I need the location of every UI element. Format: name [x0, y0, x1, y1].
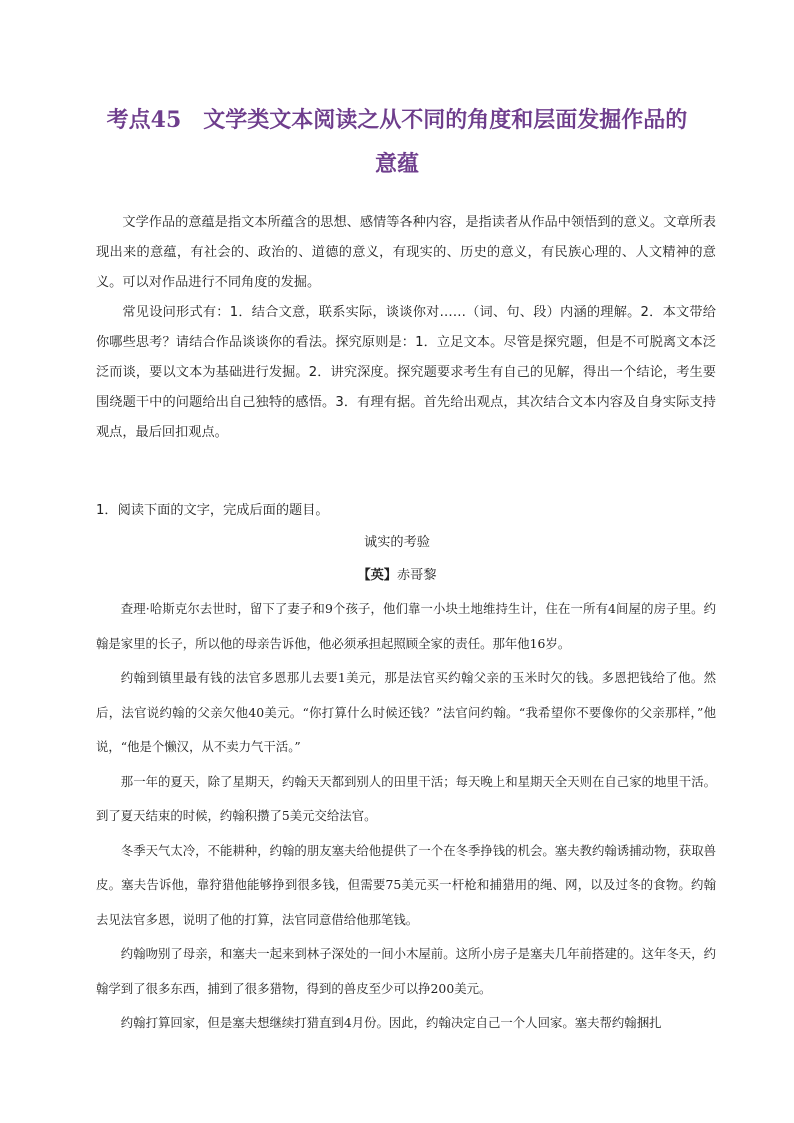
story-paragraph: 约翰吻别了母亲，和塞夫一起来到林子深处的一间小木屋前。这所小房子是塞夫几年前搭建的。这年冬天，约翰学到了很多东西，捕到了很多猎物，得到的兽皮至少可以挣200美元。 [96, 946, 716, 996]
story-paragraph: 那一年的夏天，除了星期天，约翰天天都到别人的田里干活；每天晚上和星期天全天则在自己家的地里干活。到了夏天结束的时候，约翰积攒了5美元交给法官。 [96, 773, 716, 823]
story-paragraph: 冬季天气太冷，不能耕种，约翰的朋友塞夫给他提供了一个在冬季挣钱的机会。塞夫教约翰诱捕动物，获取兽皮。塞夫告诉他，靠狩猎他能够挣到很多钱，但需要75美元买一杆枪和捕猎用的绳、网，以及过冬的食物。约翰去见法官多恩，说明了他的打算，法官同意借给他那笔钱。 [96, 842, 716, 927]
author-name: 赤哥黎 [397, 568, 437, 583]
title-main: 文学类文本阅读之从不同的角度和层面发掘作品的 [203, 107, 688, 133]
title-prefix: 考点45 [106, 107, 182, 133]
intro-section [96, 208, 716, 448]
title-line-2: 意蕴 [374, 151, 419, 177]
author-nation: 【英】 [357, 568, 397, 583]
intro-paragraph: 常见设问形式有：1．结合文意，联系实际，谈谈你对……（词、句、段）内涵的理解。2．本文带给你哪些思考？请结合作品谈谈你的看法。探究原则是：1．立足文本。尽管是探究题，但是不可脱离文本泛泛而谈，要以文本为基础进行发掘。2．讲究深度。探究题要求考生有自己的见解，得出一个结论，考生要围绕题干中的问题给出自己独特的感悟。3．有理有据。首先给出观点，其次结合文本内容及自身实际支持观点，最后回扣观点。 [96, 305, 716, 440]
story-author [60, 563, 734, 589]
story-title: 诚实的考验 [364, 535, 430, 550]
intro-paragraph: 文学作品的意蕴是指文本所蕴含的思想、感情等各种内容，是指读者从作品中领悟到的意义。文章所表现出来的意蕴，有社会的、政治的、道德的意义，有现实的、历史的意义，有民族心理的、人文精神的意义。可以对作品进行不同角度的发掘。 [96, 215, 716, 290]
story-paragraph: 约翰打算回家，但是塞夫想继续打猎直到4月份。因此，约翰决定自己一个人回家。塞夫帮约翰捆扎 [120, 1015, 662, 1030]
story-paragraph: 约翰到镇里最有钱的法官多恩那儿去要1美元，那是法官买约翰父亲的玉米时欠的钱。多恩把钱给了他。然后，法官说约翰的父亲欠他40美元。“你打算什么时候还钱？”法官问约翰。“我希望你不要像你的父亲那样，”他说，“他是个懒汉，从不卖力气干活。” [96, 670, 716, 754]
story-paragraph: 查理·哈斯克尔去世时，留下了妻子和9个孩子，他们靠一小块土地维持生计，住在一所有4间屋的房子里。约翰是家里的长子，所以他的母亲告诉他，他必须承担起照顾全家的责任。那年他16岁。 [96, 601, 716, 651]
question-prompt: 1．阅读下面的文字，完成后面的题目。 [96, 503, 329, 518]
story-body [96, 592, 716, 1041]
title-line-1 [60, 98, 734, 142]
page-title [60, 98, 734, 186]
